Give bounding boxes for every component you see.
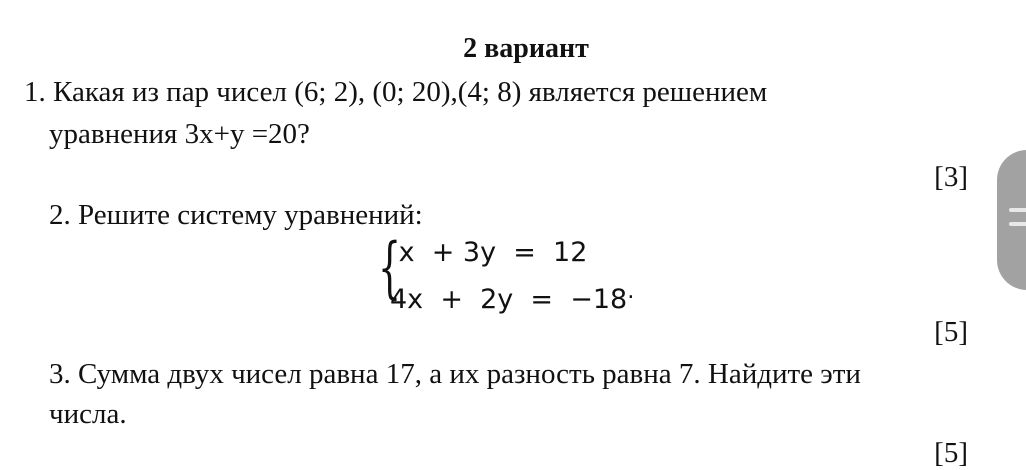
system-brace: { xyxy=(378,229,402,306)
menu-icon xyxy=(1009,208,1026,212)
equation-system xyxy=(378,229,668,315)
equation-2-dot: . xyxy=(627,278,635,304)
question-1-score: [3] xyxy=(934,161,968,193)
equation-2-text: 4x + 2y = −18 xyxy=(390,284,628,315)
question-3-line-2: числа. xyxy=(49,398,127,430)
question-2-score: [5] xyxy=(934,316,968,348)
question-1-line-1: 1. Какая из пар чисел (6; 2), (0; 20),(4; 8) является решением xyxy=(24,76,768,108)
side-menu-tab[interactable] xyxy=(997,150,1026,290)
variant-title: 2 вариант xyxy=(463,33,589,64)
menu-icon-bar xyxy=(1009,222,1026,226)
question-3-score: [5] xyxy=(934,437,968,469)
question-1-line-2: уравнения 3х+у =20? xyxy=(49,118,310,150)
equation-1: x + 3y = 12 xyxy=(390,237,588,268)
equation-2 xyxy=(390,274,634,317)
question-2-text: 2. Решите систему уравнений: xyxy=(49,199,423,231)
question-3-line-1: 3. Сумма двух чисел равна 17, а их разность равна 7. Найдите эти xyxy=(49,358,861,390)
